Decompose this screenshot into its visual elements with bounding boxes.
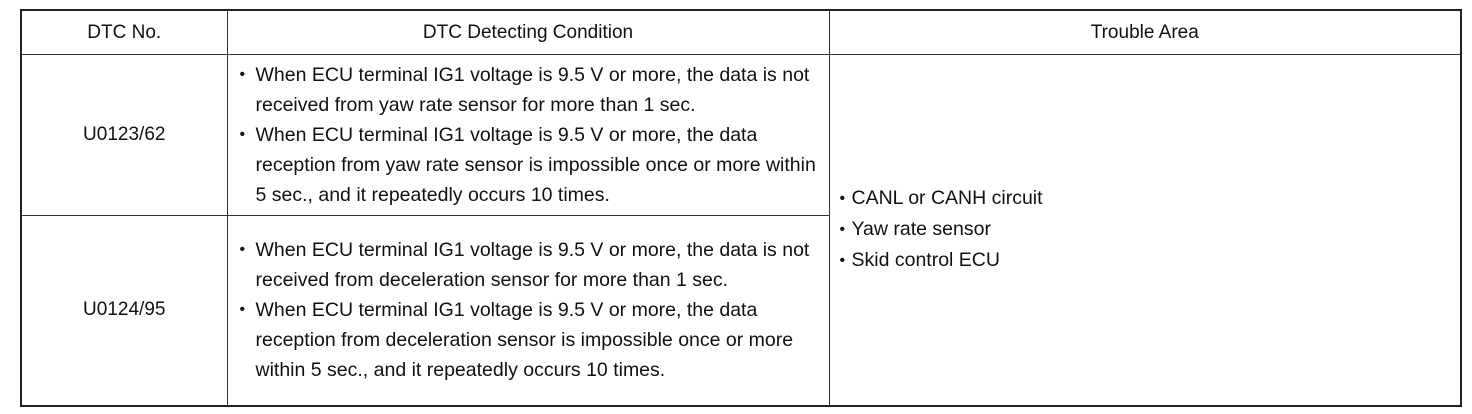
bullet-icon: • [839, 190, 846, 208]
bullet-icon: • [839, 221, 846, 239]
trouble-area-item [840, 214, 1461, 245]
dtc-code: U0123/62 [21, 55, 227, 216]
condition-item [240, 120, 821, 210]
bullet-icon: • [239, 126, 246, 143]
bullet-icon: • [239, 241, 246, 259]
trouble-area-item [840, 183, 1461, 214]
trouble-area-item [840, 245, 1461, 276]
condition-text: When ECU terminal IG1 voltage is 9.5 V or more, the data reception from yaw rate sensor is impossible once or more within 5 sec., and it repeatedly occurs 10 times. [255, 124, 816, 206]
bullet-icon: • [239, 66, 246, 83]
table-row [21, 55, 1461, 216]
header-trouble-area: Trouble Area [829, 10, 1461, 55]
condition-cell [227, 55, 829, 216]
trouble-area-text: Yaw rate sensor [851, 218, 991, 241]
condition-item [240, 295, 821, 385]
trouble-area-cell [829, 55, 1461, 406]
trouble-area-text: Skid control ECU [851, 249, 1000, 272]
condition-text: When ECU terminal IG1 voltage is 9.5 V or more, the data reception from deceleration sensor is impossible once or more within 5 sec., and it repeatedly occurs 10 times. [255, 299, 794, 382]
condition-text: When ECU terminal IG1 voltage is 9.5 V or more, the data is not received from deceleration sensor for more than 1 sec. [255, 239, 810, 292]
dtc-code: U0124/95 [21, 216, 227, 406]
table-header-row [21, 10, 1461, 55]
condition-cell [227, 216, 829, 406]
condition-list [240, 60, 821, 210]
condition-item [240, 60, 821, 120]
condition-text: When ECU terminal IG1 voltage is 9.5 V or more, the data is not received from yaw rate sensor for more than 1 sec. [255, 64, 810, 116]
condition-item [240, 235, 821, 295]
header-detecting-condition: DTC Detecting Condition [227, 10, 829, 55]
bullet-icon: • [839, 252, 846, 270]
header-dtc-no: DTC No. [21, 10, 227, 55]
bullet-icon: • [239, 301, 246, 319]
trouble-area-text: CANL or CANH circuit [851, 187, 1043, 210]
condition-list [240, 235, 821, 385]
dtc-table [20, 9, 1462, 407]
trouble-area-list [840, 183, 1461, 276]
